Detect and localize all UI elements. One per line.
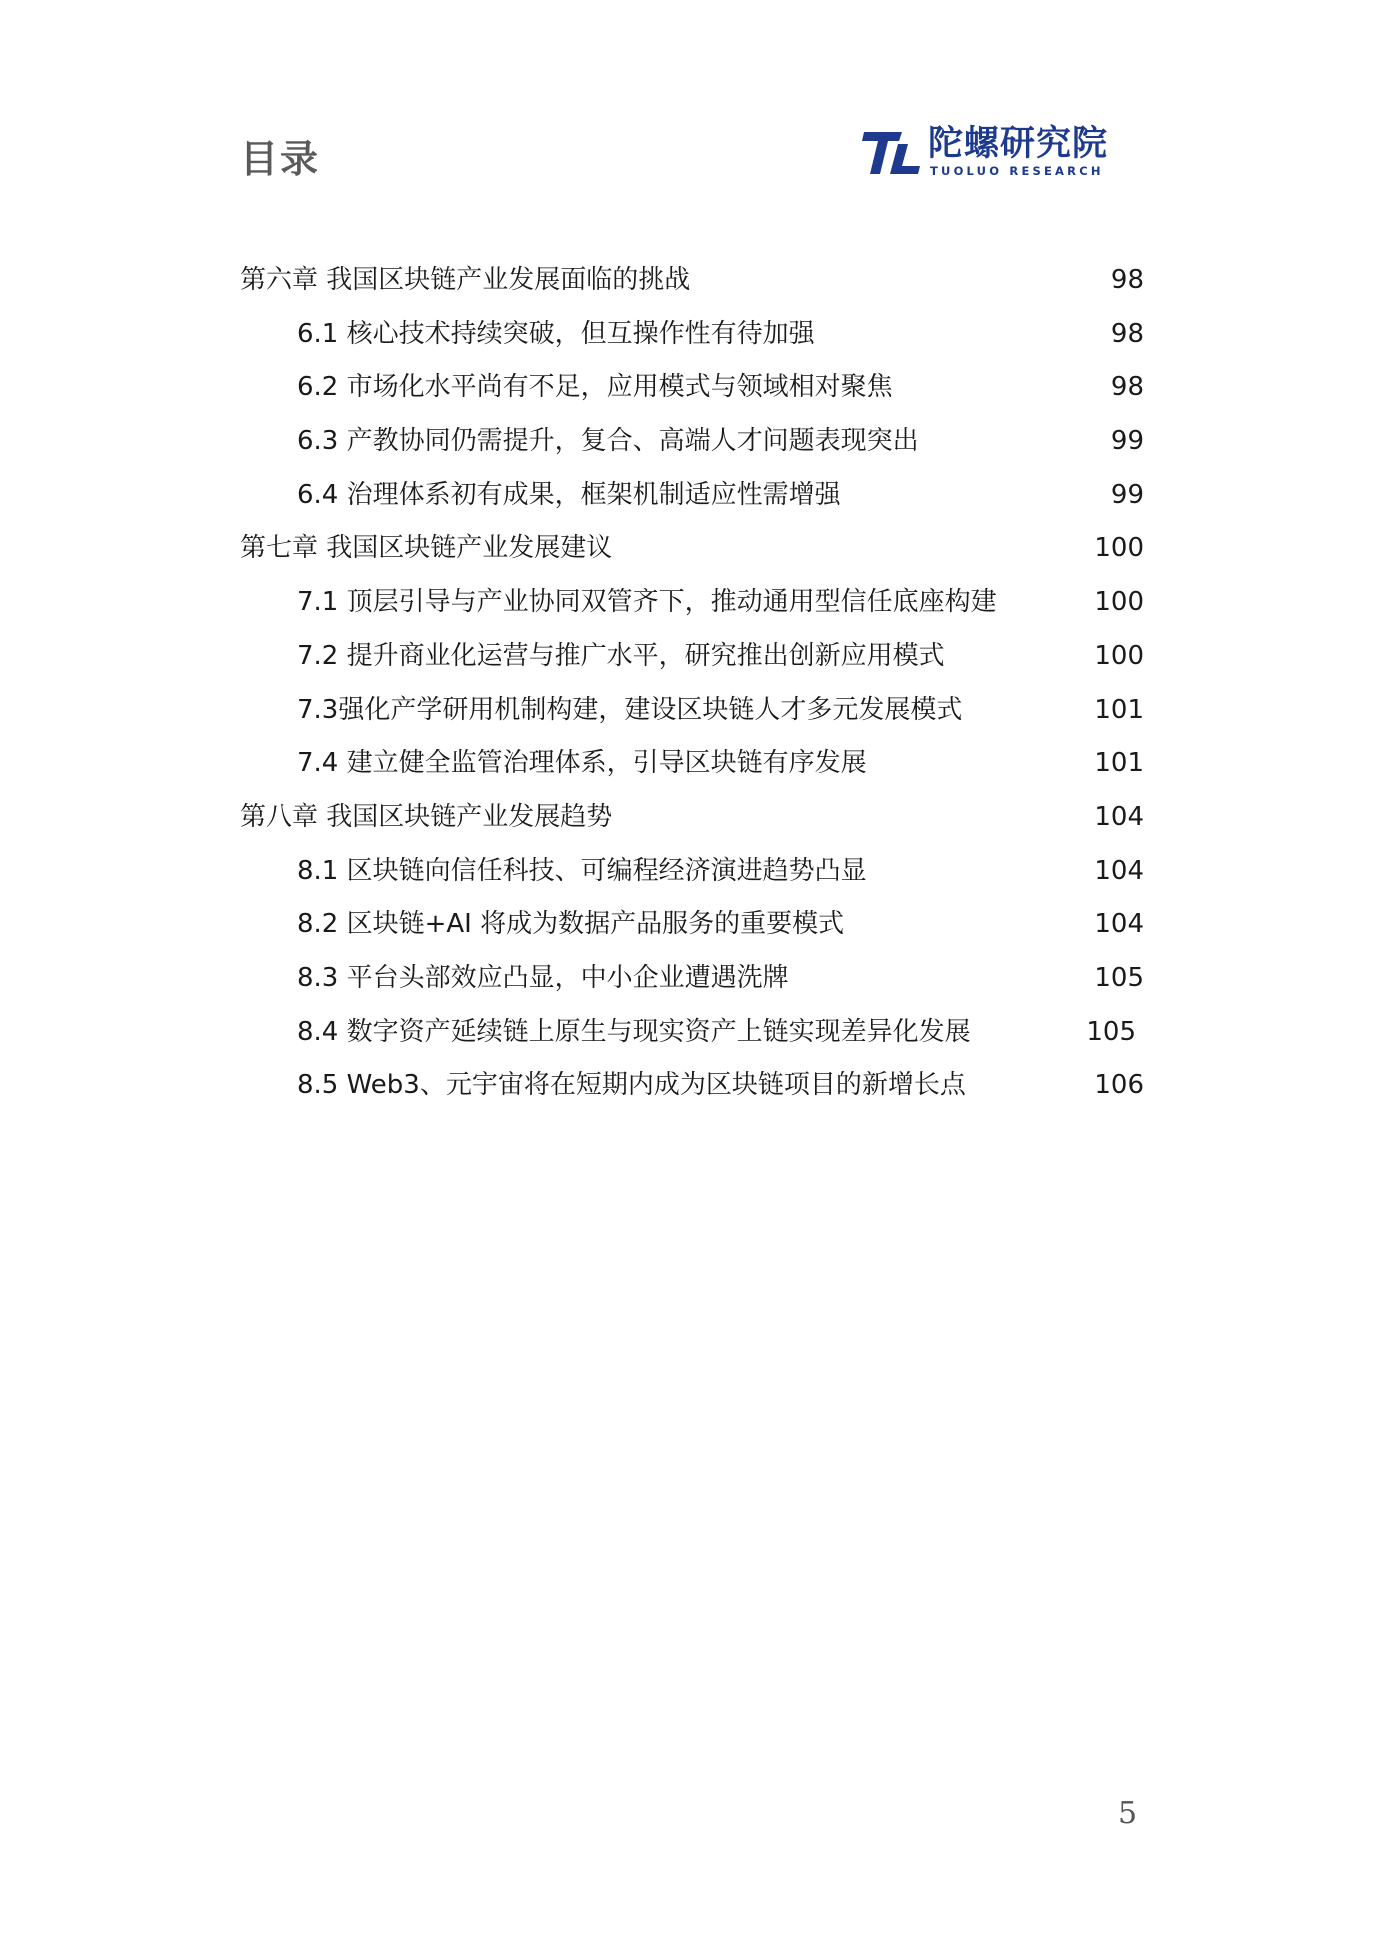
toc-entry-title: 8.1 区块链向信任科技、可编程经济演进趋势凸显 [297, 855, 867, 886]
toc-entry-title: 8.3 平台头部效应凸显，中小企业遭遇洗牌 [297, 962, 789, 993]
toc-entry-title: 6.4 治理体系初有成果，框架机制适应性需增强 [297, 479, 841, 510]
toc-entry-page: 106 [1094, 1070, 1144, 1101]
toc-entry-title: 6.2 市场化水平尚有不足，应用模式与领域相对聚焦 [297, 372, 893, 403]
toc-entry-title: 6.1 核心技术持续突破，但互操作性有待加强 [297, 318, 815, 349]
toc-entry-section[interactable] [240, 898, 1144, 952]
toc-entry-chapter-6[interactable] [240, 254, 1144, 308]
page-number: 5 [1118, 1796, 1138, 1831]
toc-entry-page: 101 [1094, 748, 1144, 779]
toc-entry-title: 7.4 建立健全监管治理体系，引导区块链有序发展 [297, 748, 867, 779]
toc-entry-page: 105 [1086, 1016, 1136, 1047]
toc-entry-section[interactable] [240, 1006, 1144, 1060]
toc-entry-section[interactable] [240, 361, 1144, 415]
toc-entry-page: 99 [1110, 426, 1144, 457]
toc-entry-title: 8.4 数字资产延续链上原生与现实资产上链实现差异化发展 [297, 1016, 971, 1047]
toc-entry-page: 100 [1094, 587, 1144, 618]
toc-entry-section[interactable] [240, 308, 1144, 362]
toc-entry-page: 98 [1110, 318, 1144, 349]
toc-entry-section[interactable] [240, 630, 1144, 684]
toc-entry-section[interactable] [240, 415, 1144, 469]
toc-entry-title: 8.5 Web3、元宇宙将在短期内成为区块链项目的新增长点 [297, 1070, 966, 1101]
toc-entry-page: 100 [1094, 640, 1144, 671]
toc-entry-title: 7.1 顶层引导与产业协同双管齐下，推动通用型信任底座构建 [297, 587, 997, 618]
toc-entry-section[interactable] [240, 952, 1144, 1006]
toc-entry-section[interactable] [240, 684, 1144, 738]
toc-entry-chapter-7[interactable] [240, 522, 1144, 576]
toc-entry-page: 104 [1094, 909, 1144, 940]
toc-entry-title: 7.2 提升商业化运营与推广水平，研究推出创新应用模式 [297, 640, 945, 671]
logo-chinese-name: 陀螺研究院 [928, 124, 1109, 164]
brand-logo [862, 124, 1122, 180]
toc-entry-title: 6.3 产教协同仍需提升，复合、高端人才问题表现突出 [297, 426, 919, 457]
table-of-contents [240, 254, 1144, 1113]
toc-entry-section[interactable] [240, 576, 1144, 630]
toc-entry-section[interactable] [240, 1059, 1144, 1113]
toc-entry-page: 104 [1094, 801, 1144, 832]
toc-entry-title: 第八章 我国区块链产业发展趋势 [240, 801, 613, 832]
toc-entry-chapter-8[interactable] [240, 791, 1144, 845]
tl-logo-mark-icon [862, 128, 922, 178]
page-header-title: 目录 [240, 137, 321, 181]
toc-entry-section[interactable] [240, 469, 1144, 523]
toc-entry-page: 98 [1110, 265, 1144, 295]
toc-entry-page: 98 [1110, 372, 1144, 403]
toc-entry-page: 101 [1094, 694, 1144, 725]
toc-entry-section[interactable] [240, 845, 1144, 899]
logo-english-name: TUOLUO RESEARCH [930, 164, 1104, 178]
toc-entry-page: 99 [1110, 479, 1144, 510]
toc-entry-title: 7.3强化产学研用机制构建，建设区块链人才多元发展模式 [297, 694, 963, 725]
toc-entry-page: 105 [1094, 962, 1144, 993]
toc-entry-section[interactable] [240, 737, 1144, 791]
toc-entry-title: 8.2 区块链+AI 将成为数据产品服务的重要模式 [297, 909, 845, 940]
toc-entry-title: 第六章 我国区块链产业发展面临的挑战 [240, 265, 691, 295]
toc-entry-page: 100 [1094, 533, 1144, 564]
toc-entry-page: 104 [1094, 855, 1144, 886]
toc-entry-title: 第七章 我国区块链产业发展建议 [240, 533, 613, 564]
